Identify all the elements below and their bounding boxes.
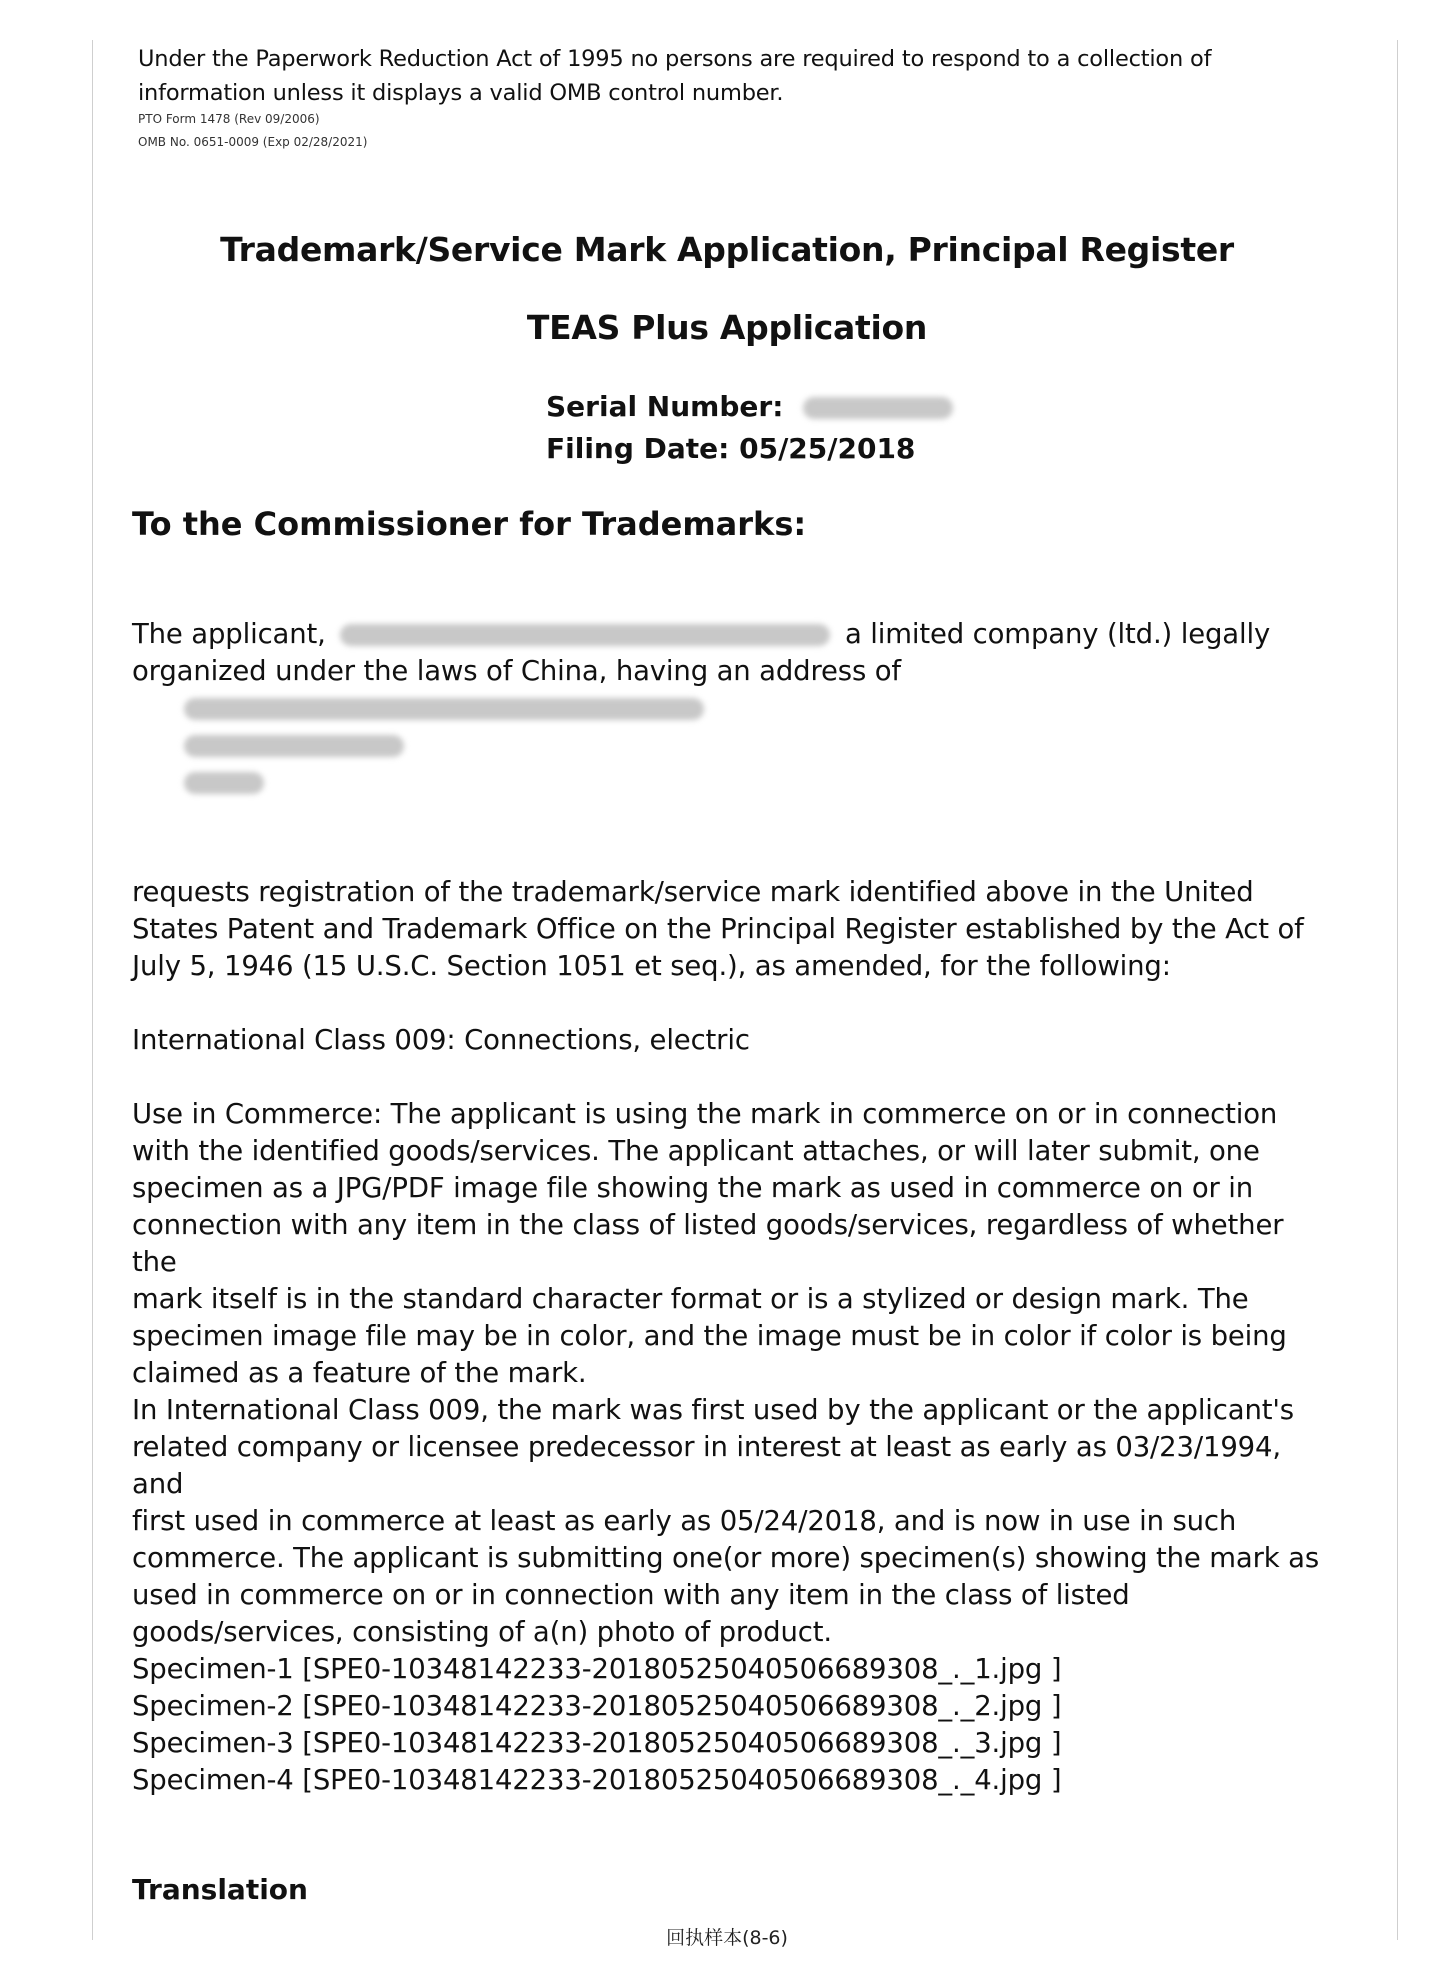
first-use-line: In International Class 009, the mark was first used by the applicant or the applicant's (132, 1394, 1294, 1426)
first-use-line: used in commerce on or in connection with any item in the class of listed (132, 1579, 1130, 1611)
serial-number-row (546, 386, 953, 428)
request-line-3: July 5, 1946 (15 U.S.C. Section 1051 et seq.), as amended, for the following: (132, 950, 1171, 982)
applicant-line-1 (132, 616, 1332, 653)
serial-number-label: Serial Number: (546, 390, 784, 423)
redacted-address-line-2 (132, 727, 1332, 764)
first-use-line: goods/services, consisting of a(n) photo of product. (132, 1616, 832, 1648)
paperwork-notice (138, 42, 1288, 110)
document-subtitle: TEAS Plus Application (526, 308, 928, 347)
use-line: Use in Commerce: The applicant is using the mark in commerce on or in connection (132, 1098, 1278, 1130)
specimen-file: Specimen-3 [SPE0-10348142233-20180525040506689308_._3.jpg ] (132, 1727, 1062, 1759)
applicant-prefix: The applicant, (132, 618, 326, 650)
specimen-file: Specimen-2 [SPE0-10348142233-20180525040506689308_._2.jpg ] (132, 1690, 1062, 1722)
omb-number: OMB No. 0651-0009 (Exp 02/28/2021) (138, 135, 368, 149)
first-use-line: related company or licensee predecessor in interest at least as early as 03/23/1994, and (132, 1431, 1281, 1500)
use-line: connection with any item in the class of listed goods/services, regardless of whether the (132, 1209, 1284, 1278)
request-paragraph (132, 874, 1332, 985)
international-class: International Class 009: Connections, electric (132, 1024, 750, 1056)
redacted-serial-number (803, 397, 953, 419)
translation-heading: Translation (132, 1873, 308, 1906)
applicant-line-2: organized under the laws of China, having an address of (132, 655, 901, 687)
page-footer: 回执样本(8-6) (666, 1927, 788, 1949)
use-line: mark itself is in the standard character format or is a stylized or design mark. The (132, 1283, 1249, 1315)
applicant-paragraph (132, 616, 1332, 801)
specimen-file: Specimen-1 [SPE0-10348142233-20180525040506689308_._1.jpg ] (132, 1653, 1062, 1685)
use-line: with the identified goods/services. The applicant attaches, or will later submit, one (132, 1135, 1260, 1167)
first-use-line: first used in commerce at least as early as 05/24/2018, and is now in use in such (132, 1505, 1237, 1537)
use-line: specimen image file may be in color, and the image must be in color if color is being (132, 1320, 1287, 1352)
request-line-2: States Patent and Trademark Office on the Principal Register established by the Act of (132, 913, 1304, 945)
applicant-suffix: a limited company (ltd.) legally (844, 618, 1271, 650)
request-line-1: requests registration of the trademark/service mark identified above in the United (132, 876, 1254, 908)
first-use-line: commerce. The applicant is submitting one(or more) specimen(s) showing the mark as (132, 1542, 1320, 1574)
commissioner-heading: To the Commissioner for Trademarks: (132, 505, 807, 543)
redacted-applicant-name (340, 624, 830, 646)
use-line: specimen as a JPG/PDF image file showing the mark as used in commerce on or in (132, 1172, 1254, 1204)
use-line: claimed as a feature of the mark. (132, 1357, 587, 1389)
specimen-file: Specimen-4 [SPE0-10348142233-20180525040506689308_._4.jpg ] (132, 1764, 1062, 1796)
document-title: Trademark/Service Mark Application, Principal Register (220, 230, 1234, 269)
serial-block (546, 386, 953, 470)
pto-form-number: PTO Form 1478 (Rev 09/2006) (138, 112, 320, 126)
redacted-address-line-1 (132, 690, 1332, 727)
first-use-paragraph (132, 1392, 1332, 1799)
redacted-address-line-3 (132, 764, 1332, 801)
notice-line-1: Under the Paperwork Reduction Act of 1995 no persons are required to respond to a collection of (138, 46, 1212, 72)
filing-date: Filing Date: 05/25/2018 (546, 432, 916, 465)
notice-line-2: information unless it displays a valid OMB control number. (138, 80, 784, 106)
use-in-commerce-paragraph (132, 1096, 1332, 1392)
